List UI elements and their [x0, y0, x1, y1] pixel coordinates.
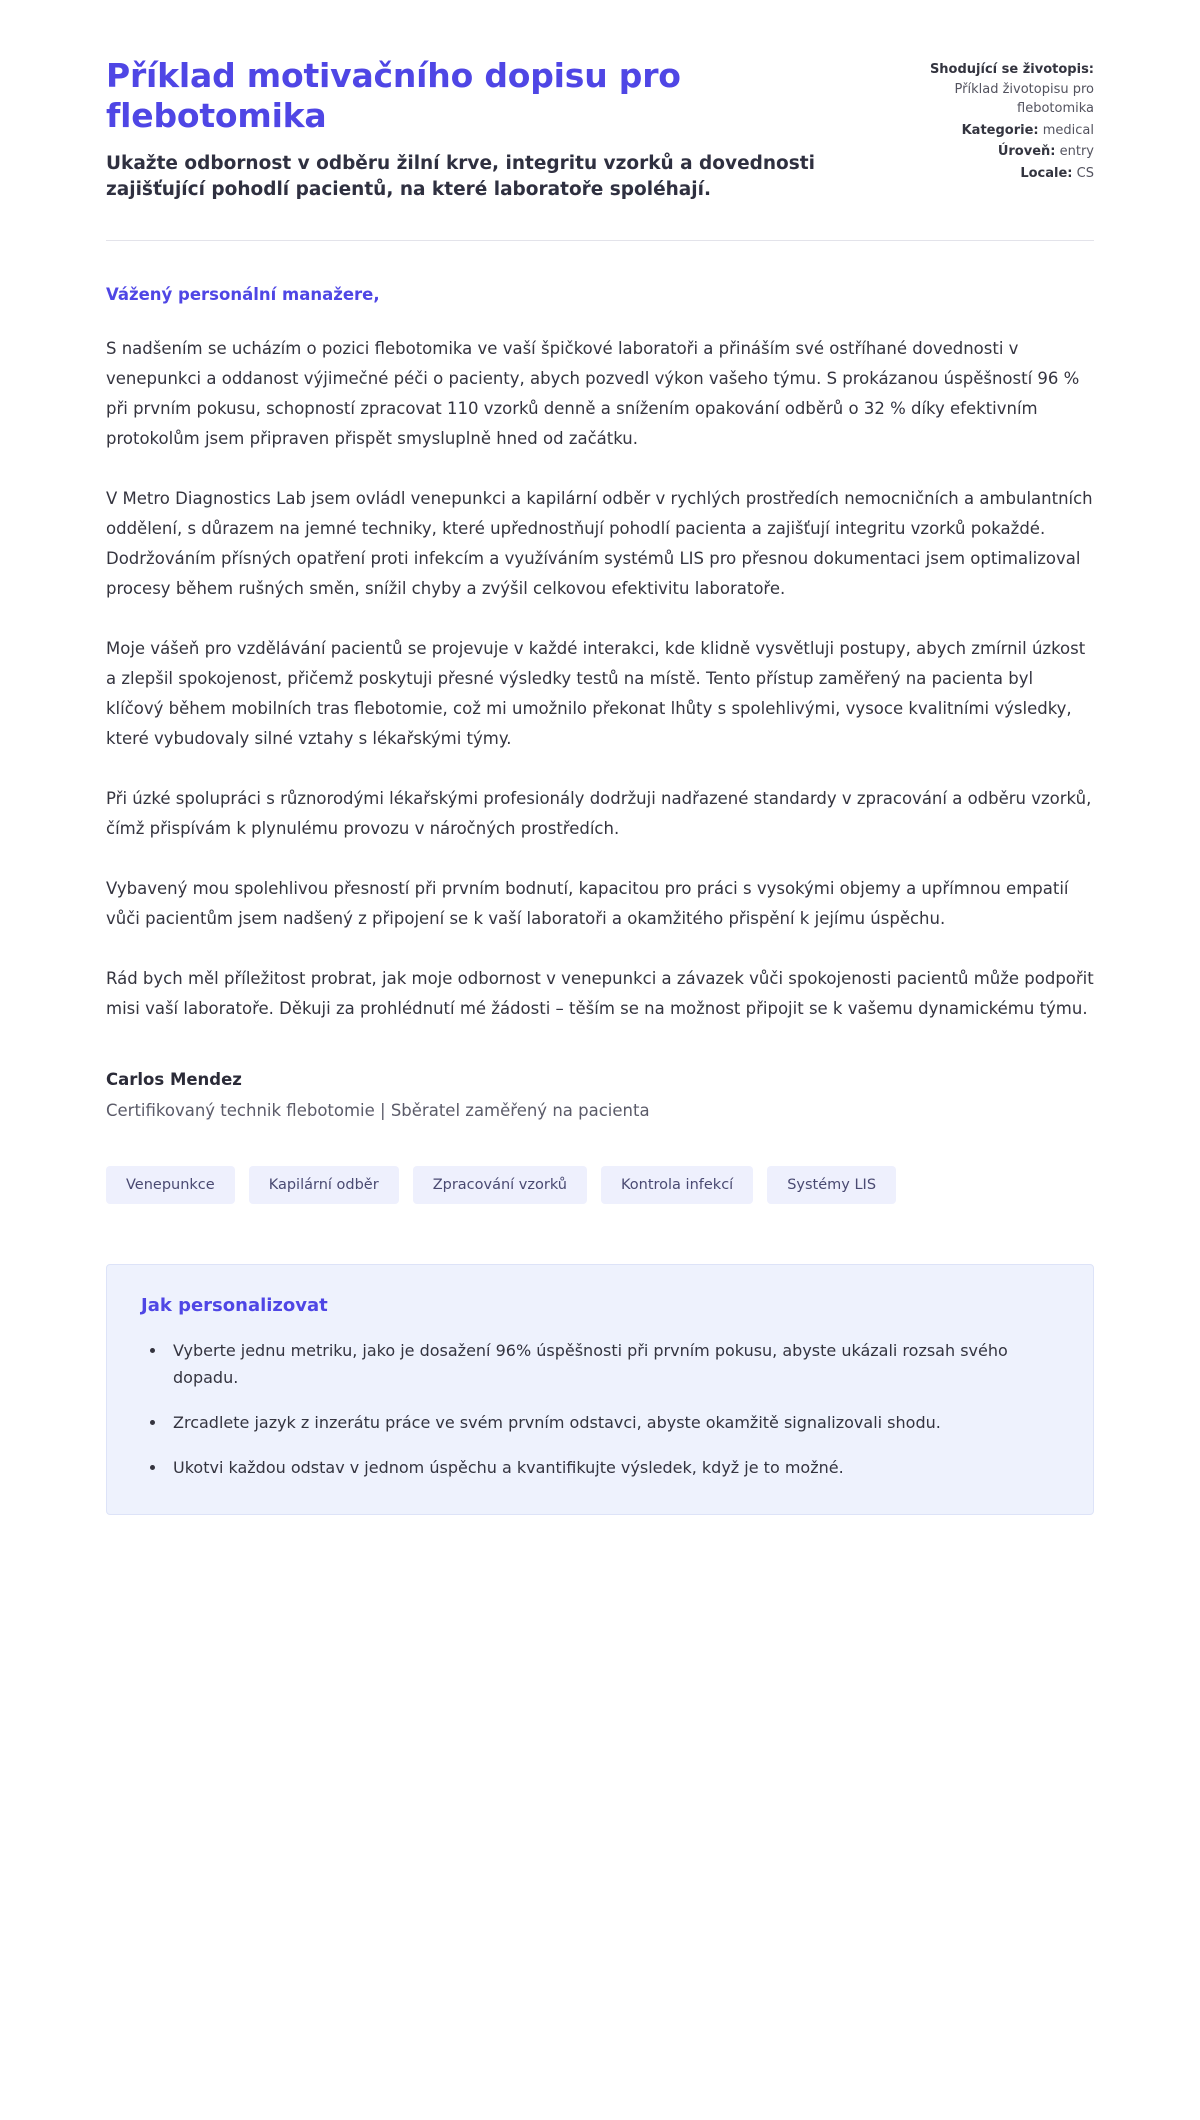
document-metadata: [884, 56, 1094, 185]
meta-label: Úroveň:: [997, 144, 1056, 159]
meta-value: entry: [1059, 144, 1094, 159]
meta-value: medical: [1042, 122, 1094, 138]
meta-label: Kategorie:: [961, 122, 1039, 138]
skill-tag[interactable]: Kontrola infekcí: [601, 1166, 753, 1204]
letter-paragraph: S nadšením se ucházím o pozici flebotomika ve vaší špičkové laboratoři a přináším své ostříhané dovednosti v venepunkci a oddanost výjimečné péči o pacienty, abych pozvedl výkon vašeho týmu. S prokázanou úspěšností 96 % při prvním pokusu, schopností zpracovat 110 vzorků denně a snížením opakování odběrů o 32 % díky efektivním protokolům jsem připraven přispět smysluplně hned od začátku.: [106, 338, 1080, 448]
header-text-block: [106, 56, 826, 204]
letter-paragraph: Při úzké spolupráci s různorodými lékařskými profesionály dodržuji nadřazené standardy v zpracování a odběru vzorků, čímž přispívám k plynulému provozu v náročných prostředích.: [106, 788, 1092, 838]
personalization-tips-panel: [106, 1264, 1094, 1515]
letter-salutation: Vážený personální manažere,: [106, 284, 380, 304]
letter-paragraph: Moje vášeň pro vzdělávání pacientů se projevuje v každé interakci, kde klidně vysvětluji postupy, abych zmírnil úzkost a zlepšil spokojenost, přičemž poskytuji přesné výsledky testů na místě. Tento přístup zaměřený na pacienta byl klíčový během mobilních tras flebotomie, což mi umožnilo překonat lhůty s spolehlivými, vysoce kvalitními výsledky, které vybudovaly silné vztahy s lékařskými týmy.: [106, 638, 1086, 748]
skill-tag-list: [106, 1166, 1094, 1204]
letter-paragraph: V Metro Diagnostics Lab jsem ovládl venepunkci a kapilární odběr v rychlých prostředích nemocničních a ambulantních oddělení, s důrazem na jemné techniky, které upřednostňují pohodlí pacienta a zajišťují integritu vzorků pokaždé. Dodržováním přísných opatření proti infekcím a využíváním systémů LIS pro přesnou dokumentaci jsem optimalizoval procesy během rušných směn, snížil chyby a zvýšil celkovou efektivitu laboratoře.: [106, 488, 1093, 598]
meta-row-level: [884, 142, 1094, 162]
header-divider: [106, 240, 1094, 241]
skill-tag[interactable]: Zpracování vzorků: [413, 1166, 587, 1204]
signature-name: Carlos Mendez: [106, 1070, 242, 1090]
meta-label: Shodující se životopis:: [929, 62, 1094, 77]
skill-tag[interactable]: Kapilární odběr: [249, 1166, 399, 1204]
meta-label: Locale:: [1020, 165, 1073, 181]
skill-tag[interactable]: Systémy LIS: [767, 1166, 896, 1204]
meta-row-locale: [884, 164, 1094, 184]
list-item: • Vyberte jednu metriku, jako je dosažení 96% úspěšnosti při prvním pokusu, abyste ukázali rozsah svého dopadu.: [167, 1338, 1059, 1392]
letter-paragraph: Vybavený mou spolehlivou přesností při prvním bodnutí, kapacitou pro práci s vysokými objemy a upřímnou empatií vůči pacientům jsem nadšený z připojení se k vaší laboratoři a okamžitého přispění k jejímu úspěchu.: [106, 878, 1069, 928]
page-title: Příklad motivačního dopisu pro flebotomika: [106, 56, 681, 136]
signature-role: Certifikovaný technik flebotomie | Sběratel zaměřený na pacienta: [106, 1101, 650, 1121]
cover-letter-body: [106, 285, 1094, 1120]
list-item: • Zrcadlete jazyk z inzerátu práce ve svém prvním odstavci, abyste okamžitě signalizovali shodu.: [167, 1410, 1059, 1437]
list-item: • Ukotvi každou odstav v jednom úspěchu a kvantifikujte výsledek, když je to možné.: [167, 1455, 1059, 1482]
meta-value: Příklad životopisu pro flebotomika: [954, 81, 1094, 116]
meta-row-category: [884, 121, 1094, 141]
meta-row-matching-resume: [884, 60, 1094, 119]
document-header: [106, 56, 1094, 204]
tips-title: Jak personalizovat: [141, 1295, 328, 1317]
skill-tag[interactable]: Venepunkce: [106, 1166, 235, 1204]
meta-value: CS: [1076, 165, 1094, 181]
tips-list: [141, 1338, 1059, 1482]
letter-paragraph: Rád bych měl příležitost probrat, jak moje odbornost v venepunkci a závazek vůči spokojenosti pacientů může podpořit misi vaší laboratoře. Děkuji za prohlédnutí mé žádosti – těším se na možnost připojit se k vašemu dynamickému týmu.: [106, 969, 1094, 1019]
page-subtitle: Ukažte odbornost v odběru žilní krve, integritu vzorků a dovednosti zajišťující pohodlí pacientů, na které laboratoře spoléhají.: [106, 152, 815, 201]
